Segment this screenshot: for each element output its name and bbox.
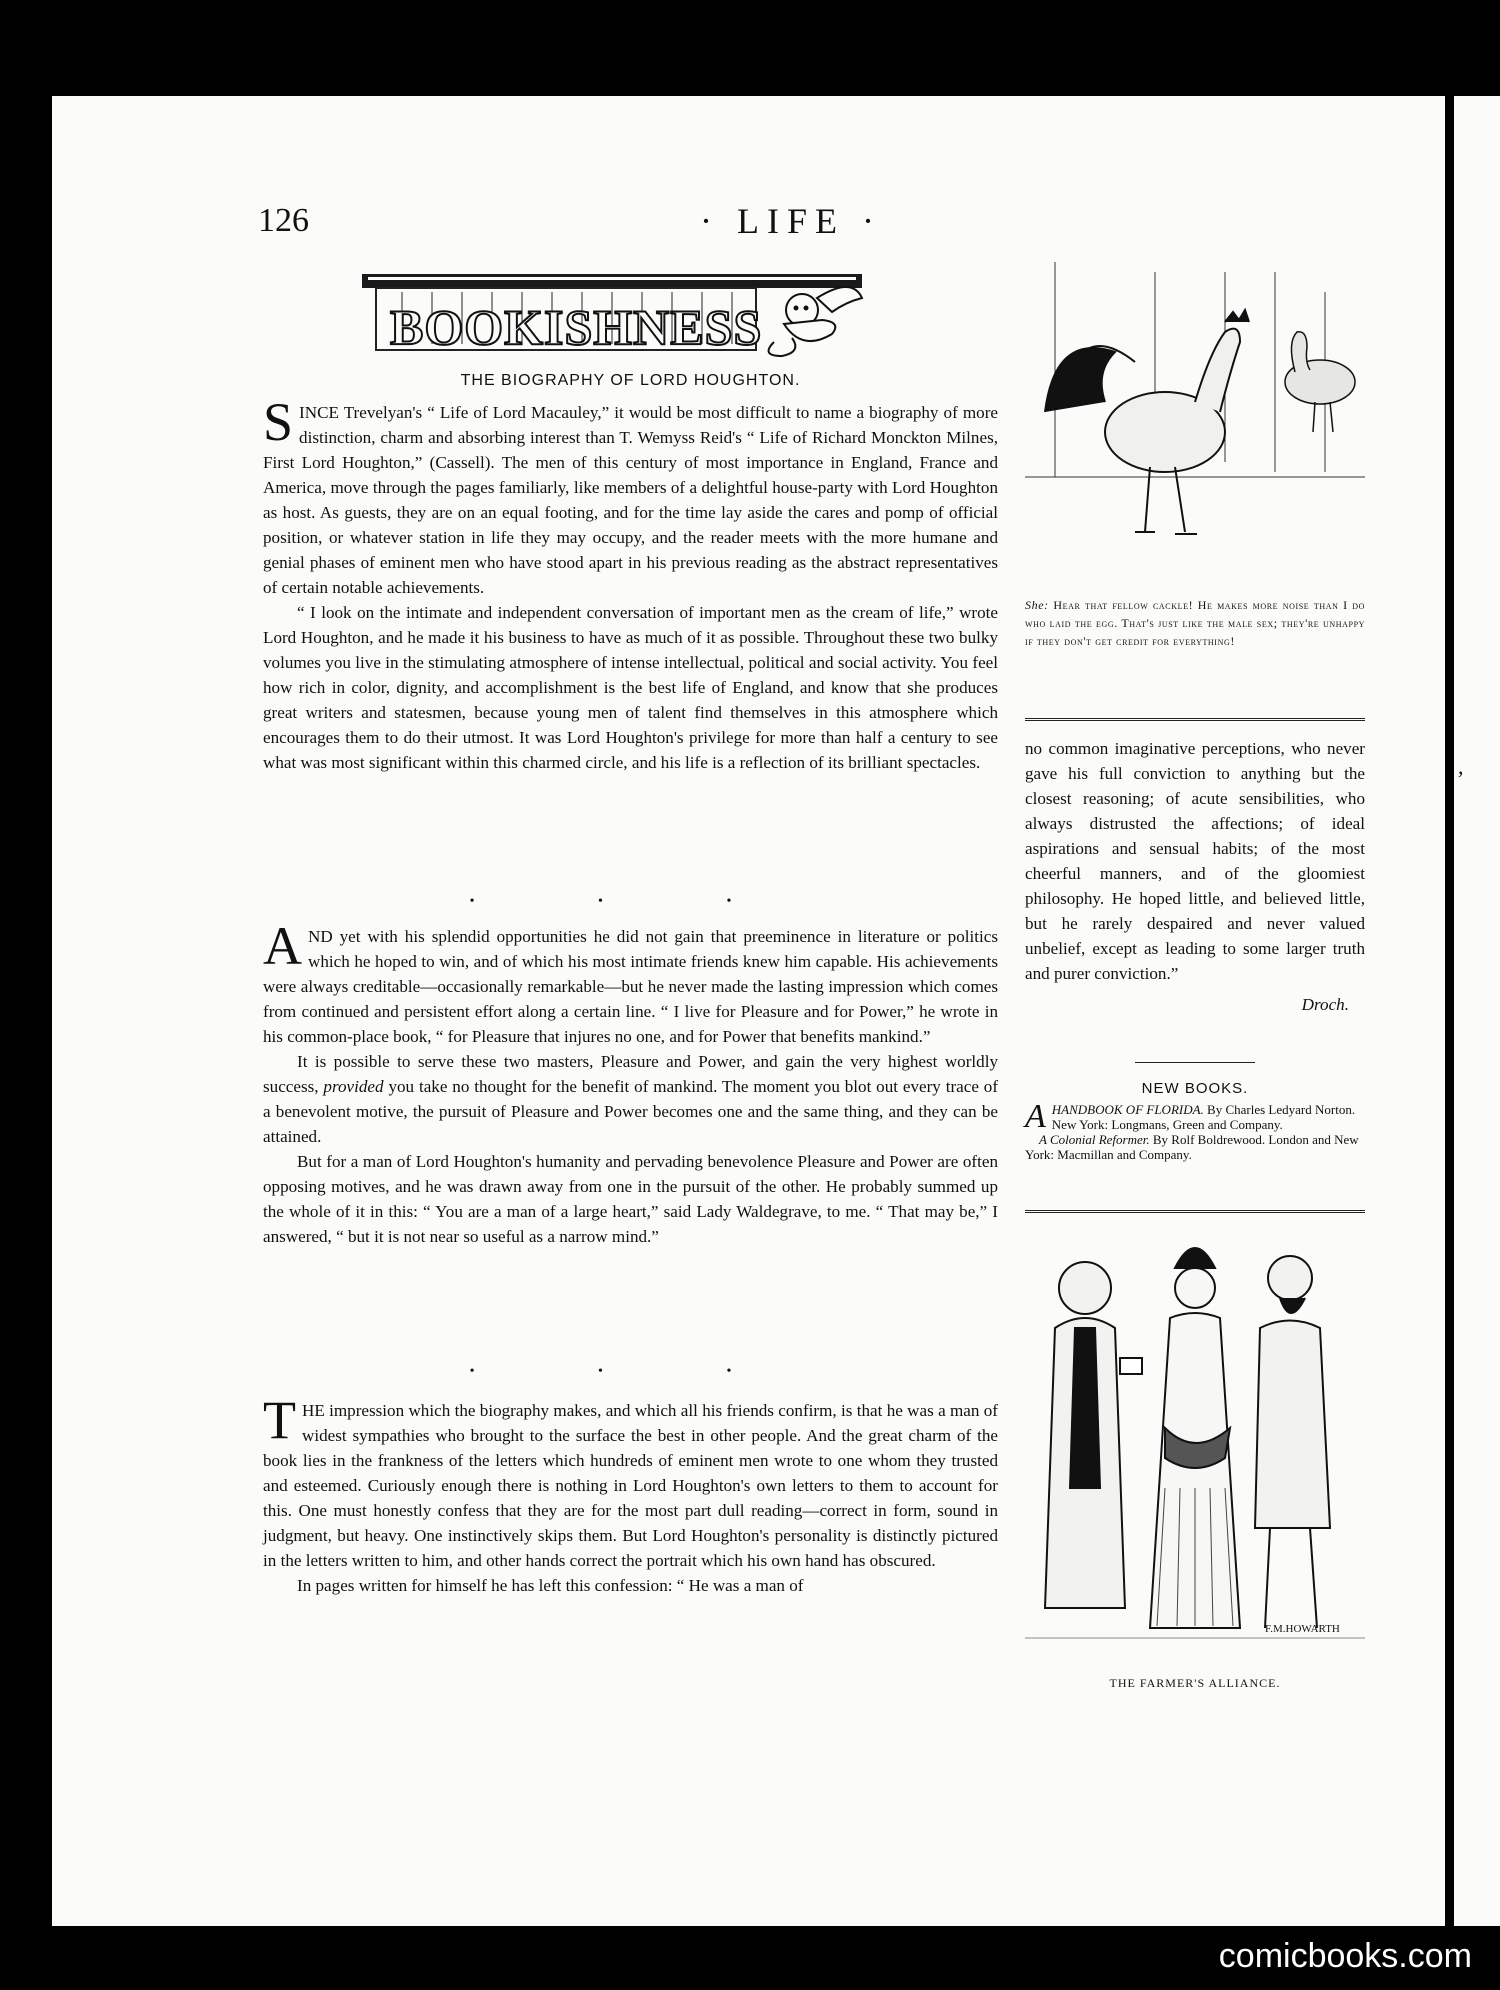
wedding-caption: THE FARMER'S ALLIANCE. <box>1109 1676 1281 1690</box>
watermark: comicbooks.com <box>1218 1937 1472 1975</box>
wedding-cartoon <box>1025 1228 1365 1668</box>
page-number: 126 <box>258 202 309 239</box>
short-rule <box>1135 1062 1255 1063</box>
rooster-cartoon <box>1025 262 1365 592</box>
new-books-heading: NEW BOOKS. <box>1141 1080 1249 1097</box>
article-continuation <box>1025 736 1365 1017</box>
paragraph: But for a man of Lord Houghton's humanity and pervading benevolence Pleasure and Power are often opposing motives, and he was drawn away from one in the pursuit of the other. He probably summed up the whole of it in this: “ You are a man of a large heart,” said Lady Waldegrave, to me. “ That may be,” I answered, “ but it is not near so useful as a narrow mind.” <box>263 1152 998 1246</box>
banner-title: BOOKISHNESS <box>390 299 763 355</box>
drop-cap: A <box>263 916 302 976</box>
column-rule <box>1025 718 1365 721</box>
artist-signature: F.M.HOWARTH <box>1265 1623 1340 1635</box>
bride-figure <box>1150 1248 1240 1628</box>
book-entry: A Colonial Reformer. By Rolf Boldrewood. London and New York: Macmillan and Company. <box>1025 1132 1359 1162</box>
cherub-illustration <box>769 287 862 356</box>
article-section-1 <box>263 392 998 775</box>
paragraph: no common imaginative perceptions, who never gave his full conviction to anything but the closest reasoning; of acute sensibilities, who always distrusted the affections; of ideal aspirations and sensual habits; of the most cheerful manners, and of the gloomiest philosophy. He hoped little, and believed little, but he rarely despaired and never valued unbelief, except as leading to some larger truth and purer conviction.” <box>1025 739 1365 983</box>
author-signature: Droch. <box>1301 995 1349 1014</box>
drop-cap: S <box>263 392 294 452</box>
drop-cap: T <box>263 1390 296 1450</box>
rooster-caption: She: Hear that fellow cackle! He makes more noise than I do who laid the egg. That's just like the male sex; they're unhappy if they don't get credit for everything! <box>1025 598 1365 648</box>
masthead: · LIFE · <box>700 201 882 241</box>
farmer-figure <box>1255 1256 1330 1628</box>
paragraph: HE impression which the biography makes, and which all his friends confirm, is that he was a man of widest sympathies who brought to the surface the best in other people. And the great charm of the book lies in the frankness of the letters which hundreds of eminent men wrote to one whom they trusted and esteemed. Curiously enough there is nothing in Lord Houghton's own letters to them to account for this. One must honestly confess that they are for the most part dull reading—correct in form, sound in judgment, but heavy. One instinctively skips them. But Lord Houghton's personality is distinctly pictured in the letters written to him, and other hands correct the portrait which his own hand has obscured. <box>263 1401 998 1570</box>
paragraph: It is possible to serve these two masters, Pleasure and Power, and gain the very highest worldly success, provided you take no thought for the benefit of mankind. The moment you blot out every trace of a benevolent motive, the pursuit of Pleasure and Power becomes one and the same thing, and they can be attained. <box>263 1052 999 1146</box>
new-books-list <box>1025 1098 1365 1162</box>
clergyman-figure <box>1045 1262 1142 1608</box>
paragraph: INCE Trevelyan's “ Life of Lord Macauley,” it would be most difficult to name a biography of more distinction, charm and absorbing interest than T. Wemyss Reid's “ Life of Richard Monckton Milnes, First Lord Houghton,” (Cassell). The men of this century of most importance in England, France and America, move through the pages familiarly, like members of a delightful house-party with Lord Houghton as host. As guests, they are on an equal footing, and for the time lay aside the cares and pomp of official position, or whatever station in life they may occupy, and the reader meets with the more humane and genial phases of eminent men who have stood apart in his previous reading as the abstract representatives of certain notable achievements. <box>263 403 998 597</box>
section-divider: • • • <box>469 894 792 909</box>
paragraph: “ I look on the intimate and independent conversation of important men as the cream of life,” wrote Lord Houghton, and he made it his business to have as much of it as possible. Throughout these two bulky volumes you live in the stimulating atmosphere of intense intellectual, political and social activity. You feel how rich in color, dignity, and accomplishment is the best life of England, and know that she produces great writers and statesmen, because young men of talent find themselves in this atmosphere which encourages them to do their utmost. It was Lord Houghton's privilege for more than half a century to see what was most significant within this charmed circle, and his life is a reflection of its brilliant spectacles. <box>263 603 998 772</box>
article-title: THE BIOGRAPHY OF LORD HOUGHTON. <box>460 372 801 389</box>
article-section-2 <box>263 916 999 1249</box>
paragraph: ND yet with his splendid opportunities he did not gain that preeminence in literature or politics which he hoped to win, and of which his most intimate friends knew him capable. His achievements were always creditable—occasionally remarkable—but he never made the lasting impression which comes from continued and persistent effort along a certain line. “ I live for Pleasure and for Power,” he wrote in his common-place book, “ for Pleasure that injures no one, and for Power that benefits mankind.” <box>263 927 998 1046</box>
caption-speaker: She: <box>1025 598 1049 612</box>
emphasis: provided <box>323 1077 384 1096</box>
paragraph: In pages written for himself he has left this confession: “ He was a man of <box>297 1576 804 1595</box>
book-entry: AHANDBOOK OF FLORIDA. By Charles Ledyard Norton. New York: Longmans, Green and Company. <box>1025 1098 1356 1135</box>
column-rule <box>1025 1210 1365 1213</box>
section-divider: • • • <box>469 1364 792 1379</box>
hen-illustration <box>1285 332 1355 432</box>
adjacent-page-edge: , <box>1454 96 1500 1926</box>
article-section-3 <box>263 1390 998 1598</box>
rooster-illustration <box>1045 310 1249 534</box>
bookishness-banner <box>362 272 892 360</box>
